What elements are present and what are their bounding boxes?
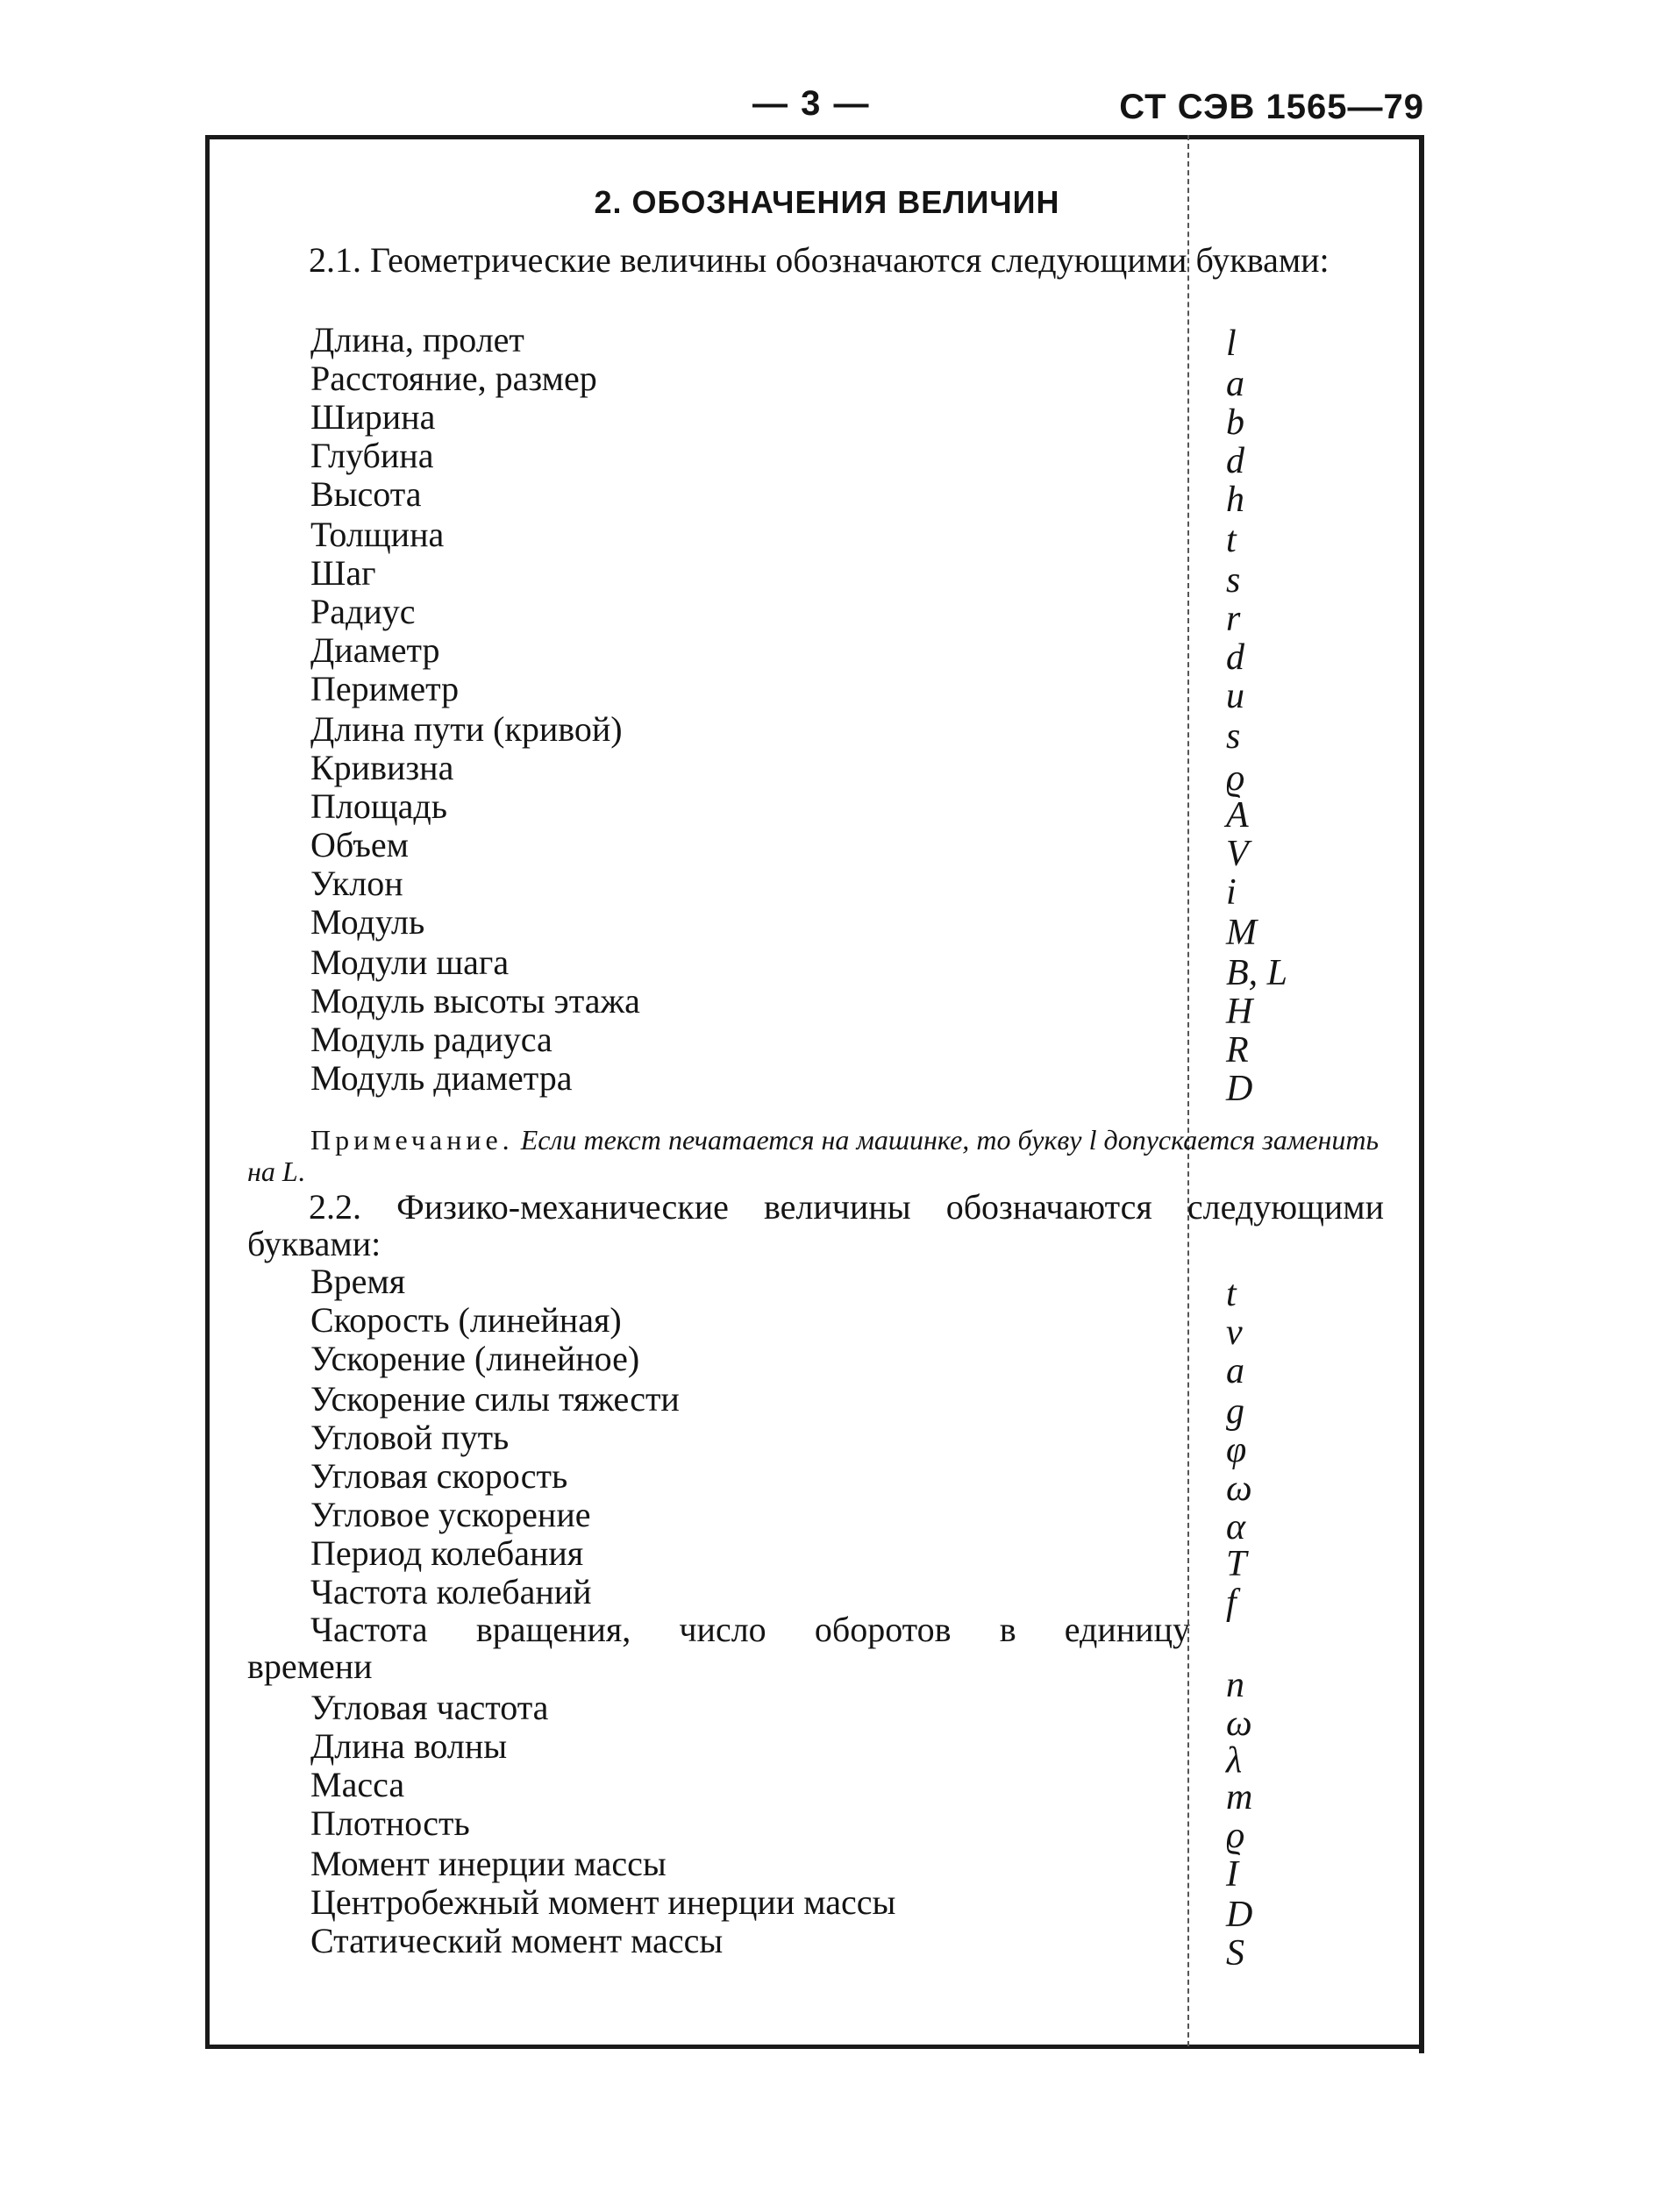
quantity-label: Угловой путь xyxy=(310,1418,510,1457)
quantity-symbol: s xyxy=(1226,716,1241,757)
quantity-symbol: f xyxy=(1226,1583,1237,1623)
section-heading: 2. ОБОЗНАЧЕНИЯ ВЕЛИЧИН xyxy=(594,184,1060,220)
quantity-symbol: ϱ xyxy=(1226,758,1245,799)
quantity-symbol: D xyxy=(1226,1895,1253,1935)
document-code: СТ СЭВ 1565—79 xyxy=(1119,88,1424,126)
quantity-label: Момент инерции массы xyxy=(310,1844,667,1883)
quantity-label: Центробежный момент инерции массы xyxy=(310,1882,896,1922)
note-label: Примечание. xyxy=(310,1124,514,1156)
quantity-symbol: d xyxy=(1226,637,1244,678)
quantity-symbol: ω xyxy=(1226,1703,1252,1744)
quantity-symbol: d xyxy=(1226,441,1244,481)
quantity-label: Уклон xyxy=(310,864,403,903)
typewriter-note xyxy=(247,1124,1379,1187)
quantity-label: Расстояние, размер xyxy=(310,359,597,398)
quantity-symbol: i xyxy=(1226,872,1237,913)
quantity-label: Частота колебаний xyxy=(310,1572,592,1611)
quantity-label: Периметр xyxy=(310,669,460,708)
physical-intro-text: 2.2. Физико-механические величины обозначаются следующими буквами: xyxy=(247,1187,1384,1263)
quantity-label: Угловая скорость xyxy=(310,1456,568,1496)
quantity-symbol: g xyxy=(1226,1391,1244,1432)
frame-right-border xyxy=(1419,135,1424,2053)
quantity-symbol: t xyxy=(1226,520,1237,560)
quantity-label: Глубина xyxy=(310,436,434,475)
quantity-label: Время xyxy=(310,1262,406,1301)
quantity-label: Длина волны xyxy=(310,1726,508,1766)
note-text-after: допускается заменить на xyxy=(247,1124,1380,1187)
note-end: . xyxy=(297,1156,305,1187)
frame-left-border xyxy=(205,135,210,2046)
quantity-label: Ширина xyxy=(310,397,436,437)
quantity-symbol: A xyxy=(1226,795,1249,836)
quantity-label: Объем xyxy=(310,825,409,864)
physical-intro xyxy=(247,1189,1384,1262)
quantity-symbol: r xyxy=(1226,599,1241,639)
quantity-label: Длина пути (кривой) xyxy=(310,709,623,749)
quantity-symbol: α xyxy=(1226,1507,1246,1547)
quantity-symbol: ϱ xyxy=(1226,1816,1245,1856)
note-replacement: L xyxy=(282,1156,298,1187)
quantity-symbol: I xyxy=(1226,1854,1238,1895)
geometric-intro xyxy=(247,242,1384,279)
quantity-symbol: R xyxy=(1226,1030,1249,1070)
quantity-label: Площадь xyxy=(310,786,447,826)
quantity-symbol: m xyxy=(1226,1777,1253,1817)
quantity-symbol: T xyxy=(1226,1544,1247,1584)
quantity-symbol: h xyxy=(1226,480,1244,520)
quantity-label: Скорость (линейная) xyxy=(310,1300,622,1340)
quantity-symbol: ω xyxy=(1226,1469,1252,1509)
quantity-label: Период колебания xyxy=(310,1533,584,1573)
quantity-label: Модуль радиуса xyxy=(310,1020,553,1059)
quantity-label-text: Частота вращения, число оборотов в единицу времени xyxy=(247,1610,1190,1686)
quantity-symbol: λ xyxy=(1226,1740,1243,1781)
quantity-label: Статический момент массы xyxy=(310,1921,724,1960)
quantity-symbol: M xyxy=(1226,913,1257,953)
note-symbol: l xyxy=(1088,1124,1097,1156)
quantity-symbol: V xyxy=(1226,834,1249,874)
quantity-label: Шаг xyxy=(310,553,376,593)
quantity-symbol: D xyxy=(1226,1069,1253,1109)
quantity-symbol: t xyxy=(1226,1274,1237,1314)
quantity-label: Толщина xyxy=(310,515,445,554)
geometric-intro-text: 2.1. Геометрические величины обозначаются следующими буквами: xyxy=(309,240,1330,280)
quantity-label: Плотность xyxy=(310,1803,470,1843)
frame-bottom-border xyxy=(205,2045,1424,2049)
quantity-label: Ускорение (линейное) xyxy=(310,1339,640,1378)
quantity-label: Ускорение силы тяжести xyxy=(310,1379,680,1419)
quantity-symbol: H xyxy=(1226,992,1253,1032)
quantity-symbol: a xyxy=(1226,1351,1244,1391)
quantity-label: Диаметр xyxy=(310,630,440,670)
quantity-symbol: l xyxy=(1226,324,1237,364)
quantity-label: Длина, пролет xyxy=(310,320,524,359)
quantity-label: Угловое ускорение xyxy=(310,1495,591,1534)
quantity-label: Масса xyxy=(310,1765,405,1804)
quantity-label: Модуль xyxy=(310,902,425,942)
note-text-before: Если текст печатается на машинке, то букву xyxy=(513,1124,1089,1156)
quantity-symbol: B, L xyxy=(1226,953,1288,993)
quantity-symbol: a xyxy=(1226,364,1244,404)
quantity-symbol: S xyxy=(1226,1933,1244,1974)
quantity-label: Угловая частота xyxy=(310,1688,549,1727)
quantity-label: Радиус xyxy=(310,592,416,631)
quantity-symbol: n xyxy=(1226,1665,1244,1705)
quantity-symbol: φ xyxy=(1226,1430,1247,1470)
quantity-label xyxy=(247,1611,1190,1685)
quantity-label: Модули шага xyxy=(310,942,510,982)
frame-top-border xyxy=(205,135,1424,139)
quantity-label: Модуль высоты этажа xyxy=(310,981,640,1021)
quantity-label: Высота xyxy=(310,474,422,514)
quantity-symbol: v xyxy=(1226,1312,1243,1353)
quantity-symbol: s xyxy=(1226,560,1241,601)
quantity-symbol: b xyxy=(1226,402,1244,443)
column-divider xyxy=(1187,135,1189,2046)
quantity-label: Модуль диаметра xyxy=(310,1058,573,1098)
quantity-symbol: u xyxy=(1226,676,1244,716)
quantity-label: Кривизна xyxy=(310,748,454,787)
page-number: — 3 — xyxy=(752,84,871,123)
